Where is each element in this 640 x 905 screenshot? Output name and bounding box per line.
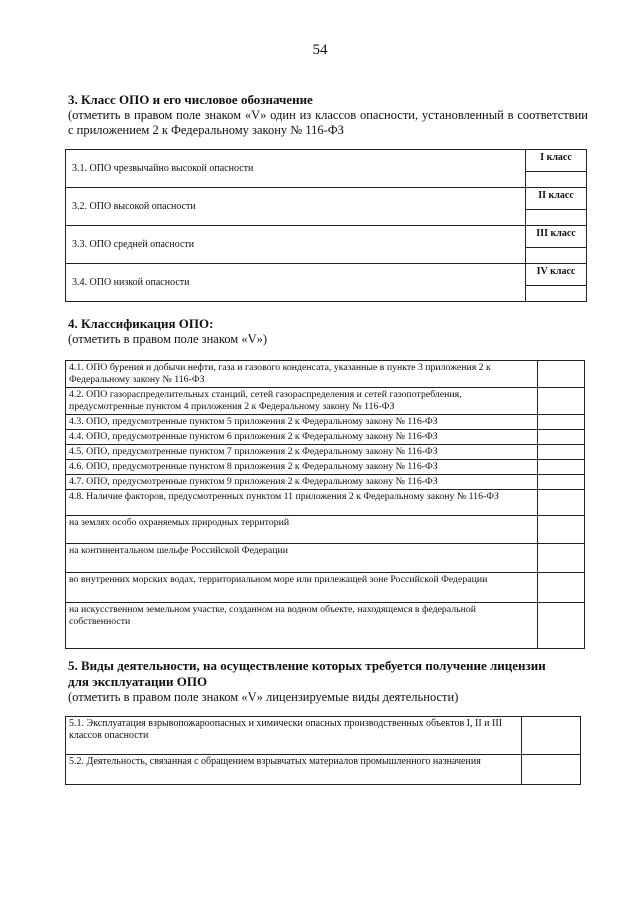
classification-row-label: 4.4. ОПО, предусмотренные пунктом 6 приложения 2 к Федеральному закону № 116-ФЗ (66, 430, 538, 445)
class-row-label: 3.4. ОПО низкой опасности (66, 264, 526, 302)
classification-checkbox[interactable] (538, 603, 585, 649)
classification-checkbox[interactable] (538, 460, 585, 475)
section-5-header (68, 658, 568, 705)
class-checkbox-1[interactable] (526, 172, 587, 188)
section-4-note: (отметить в правом поле знаком «V») (68, 332, 268, 346)
hazard-class-table (65, 149, 587, 302)
classification-checkbox[interactable] (538, 516, 585, 544)
section-4-header (68, 316, 588, 347)
class-name: III класс (526, 226, 587, 248)
classification-checkbox[interactable] (538, 388, 585, 415)
section-5-note: (отметить в правом поле знаком «V» лицензируемые виды деятельности) (68, 690, 459, 704)
section-3-header (68, 92, 588, 138)
classification-checkbox[interactable] (538, 490, 585, 516)
classification-row-label: на искусственном земельном участке, созданном на водном объекте, находящемся в федеральной собственности (66, 603, 538, 649)
activity-row-label: 5.1. Эксплуатация взрывопожароопасных и химически опасных производственных объектов I, II и III классов опасности (66, 717, 522, 755)
classification-checkbox[interactable] (538, 445, 585, 460)
classification-row-label: во внутренних морских водах, территориальном море или прилежащей зоне Российской Федерации (66, 573, 538, 603)
classification-table (65, 360, 585, 649)
class-name: II класс (526, 188, 587, 210)
classification-row-label: 4.3. ОПО, предусмотренные пунктом 5 приложения 2 к Федеральному закону № 116-ФЗ (66, 415, 538, 430)
classification-row-label: 4.1. ОПО бурения и добычи нефти, газа и газового конденсата, указанные в пункте 3 приложения 2 к Федеральному закону № 116-ФЗ (66, 361, 538, 388)
class-row-label: 3.2. ОПО высокой опасности (66, 188, 526, 226)
class-checkbox-3[interactable] (526, 248, 587, 264)
class-row-label: 3.3. ОПО средней опасности (66, 226, 526, 264)
section-4-title: 4. Классификация ОПО: (68, 316, 214, 331)
classification-checkbox[interactable] (538, 475, 585, 490)
class-name: IV класс (526, 264, 587, 286)
class-name: I класс (526, 150, 587, 172)
section-3-title: 3. Класс ОПО и его числовое обозначение (68, 92, 313, 107)
classification-row-label: 4.5. ОПО, предусмотренные пунктом 7 приложения 2 к Федеральному закону № 116-ФЗ (66, 445, 538, 460)
classification-row-label: на континентальном шельфе Российской Федерации (66, 544, 538, 573)
license-activity-table (65, 716, 581, 785)
classification-row-label: на землях особо охраняемых природных территорий (66, 516, 538, 544)
class-checkbox-2[interactable] (526, 210, 587, 226)
page-number: 54 (312, 42, 328, 58)
activity-checkbox[interactable] (522, 755, 581, 785)
classification-checkbox[interactable] (538, 573, 585, 603)
classification-row-label: 4.2. ОПО газораспределительных станций, сетей газораспределения и сетей газопотребления, предусмотренные пунктом 4 приложения 2 к Федеральному закону № 116-ФЗ (66, 388, 538, 415)
classification-checkbox[interactable] (538, 361, 585, 388)
classification-row-label: 4.7. ОПО, предусмотренные пунктом 9 приложения 2 к Федеральному закону № 116-ФЗ (66, 475, 538, 490)
classification-checkbox[interactable] (538, 430, 585, 445)
class-row-label: 3.1. ОПО чрезвычайно высокой опасности (66, 150, 526, 188)
activity-row-label: 5.2. Деятельность, связанная с обращением взрывчатых материалов промышленного назначения (66, 755, 522, 785)
activity-checkbox[interactable] (522, 717, 581, 755)
classification-row-label: 4.6. ОПО, предусмотренные пунктом 8 приложения 2 к Федеральному закону № 116-ФЗ (66, 460, 538, 475)
classification-checkbox[interactable] (538, 415, 585, 430)
classification-checkbox[interactable] (538, 544, 585, 573)
classification-row-label: 4.8. Наличие факторов, предусмотренных пунктом 11 приложения 2 к Федеральному закону № 116-ФЗ (66, 490, 538, 516)
section-3-note: (отметить в правом поле знаком «V» один из классов опасности, установленный в соответствии с приложением 2 к Федеральному закону № 116-ФЗ (68, 108, 588, 137)
class-checkbox-4[interactable] (526, 286, 587, 302)
section-5-title: 5. Виды деятельности, на осуществление которых требуется получение лицензии для эксплуатации ОПО (68, 658, 546, 689)
